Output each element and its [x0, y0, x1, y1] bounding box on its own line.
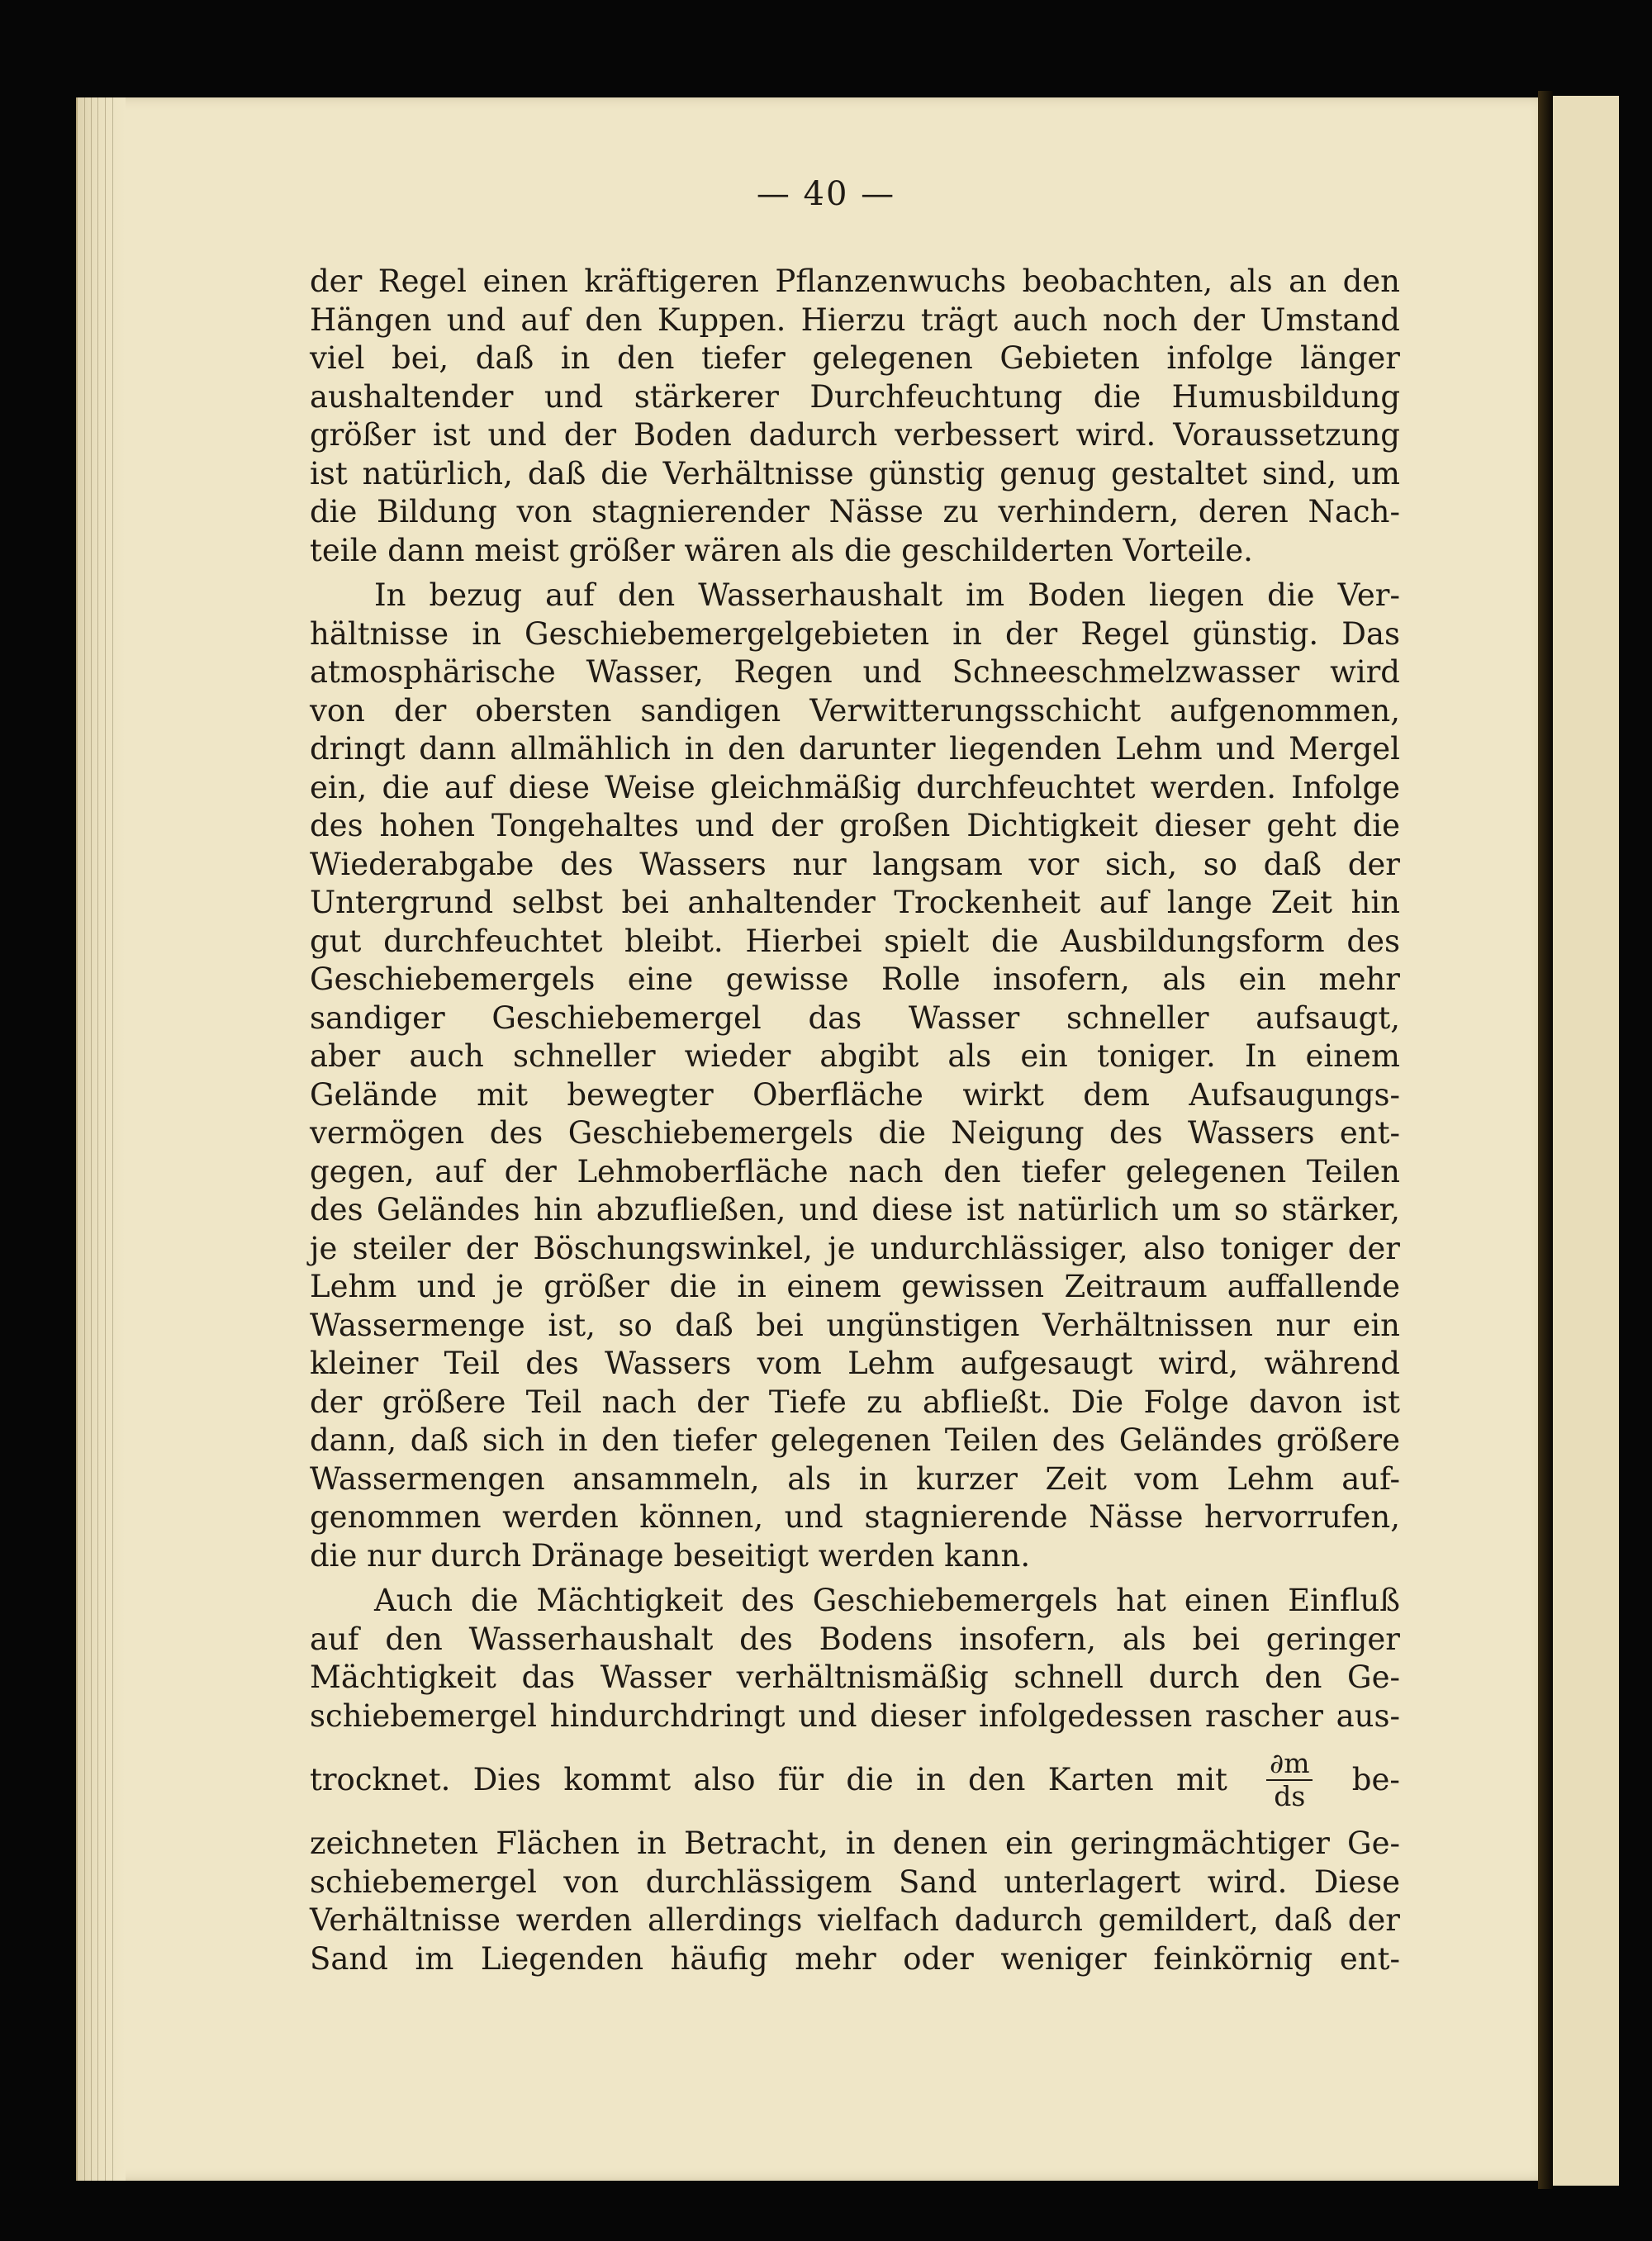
text-line: atmosphärische Wasser, Regen und Schneeschmelzwasser wird	[310, 654, 1400, 690]
page-stack-edge	[76, 97, 126, 2181]
word: mit	[1176, 1761, 1227, 1797]
text-line: zeichneten Flächen in Betracht, in denen ein geringmächtiger Ge-	[310, 1826, 1400, 1861]
text-line: dann, daß sich in den tiefer gelegenen Teilen des Geländes größere	[310, 1422, 1400, 1458]
text-line: Hängen und auf den Kuppen. Hierzu trägt auch noch der Umstand	[310, 301, 1400, 338]
text-line: Wassermenge ist, so daß bei ungünstigen Verhältnissen nur ein	[310, 1307, 1400, 1343]
text-line: Geschiebemergels eine gewisse Rolle insofern, als ein mehr	[310, 961, 1400, 997]
text-line: hältnisse in Geschiebemergelgebieten in der Regel günstig. Das	[310, 615, 1400, 652]
text-line: kleiner Teil des Wassers vom Lehm aufgesaugt wird, während	[310, 1346, 1400, 1381]
fraction-denominator: ds	[1274, 1780, 1306, 1812]
text-line: ist natürlich, daß die Verhältnisse günstig genug gestaltet sind, um	[310, 455, 1400, 491]
text-line: Verhältnisse werden allerdings vielfach dadurch gemildert, daß der	[310, 1902, 1400, 1938]
text-line: teile dann meist größer wären als die geschilderten Vorteile.	[310, 532, 1253, 568]
text-line: gegen, auf der Lehmoberfläche nach den tiefer gelegenen Teilen	[310, 1153, 1400, 1189]
word: kommt	[563, 1761, 672, 1797]
text-line: viel bei, daß in den tiefer gelegenen Gebieten infolge länger	[310, 340, 1400, 376]
text-line: Gelände mit bewegter Oberfläche wirkt dem Aufsaugungs-	[310, 1076, 1400, 1113]
text-line: schiebemergel von durchlässigem Sand unterlagert wird. Diese	[310, 1864, 1400, 1900]
text-line: je steiler der Böschungswinkel, je undurchlässiger, also toniger der	[310, 1230, 1400, 1266]
paragraph-2	[310, 577, 1400, 1575]
text-line: dringt dann allmählich in den darunter liegenden Lehm und Mergel	[310, 731, 1400, 767]
paragraph-3	[310, 1582, 1400, 1978]
text-line: Sand im Liegenden häufig mehr oder weniger feinkörnig ent-	[310, 1940, 1400, 1977]
text-line: ein, die auf diese Weise gleichmäßig durchfeuchtet werden. Infolge	[310, 769, 1400, 805]
text-line: aushaltender und stärkerer Durchfeuchtung die Humusbildung	[310, 378, 1400, 415]
text-line: schiebemergel hindurchdringt und dieser infolgedessen rascher aus-	[310, 1697, 1400, 1734]
fraction	[1266, 1747, 1313, 1812]
word: also	[693, 1761, 756, 1797]
word: Karten	[1047, 1761, 1154, 1797]
word: Dies	[472, 1761, 542, 1797]
text-line: sandiger Geschiebemergel das Wasser schneller aufsaugt,	[310, 999, 1400, 1036]
text-line: Wiederabgabe des Wassers nur langsam vor sich, so daß der	[310, 846, 1400, 882]
word: die	[846, 1761, 894, 1797]
text-line: die Bildung von stagnierender Nässe zu verhindern, deren Nach-	[310, 494, 1400, 529]
word: für	[777, 1761, 824, 1797]
text-line: der größere Teil nach der Tiefe zu abfließt. Die Folge davon ist	[310, 1384, 1400, 1420]
text-line: des Geländes hin abzufließen, und diese ist natürlich um so stärker,	[310, 1192, 1400, 1227]
text-line: auf den Wasserhaushalt des Bodens insofern, als bei geringer	[310, 1621, 1400, 1657]
text-line: des hohen Tongehaltes und der großen Dichtigkeit dieser geht die	[310, 808, 1400, 843]
text-line: Untergrund selbst bei anhaltender Trockenheit auf lange Zeit hin	[310, 885, 1400, 920]
text-line: die nur durch Dränage beseitigt werden kann.	[310, 1537, 1031, 1574]
text-line: Mächtigkeit das Wasser verhältnismäßig schnell durch den Ge-	[310, 1659, 1400, 1695]
paragraph-1	[310, 263, 1400, 570]
text-line: vermögen des Geschiebemergels die Neigung des Wassers ent-	[310, 1115, 1400, 1151]
text-line: genommen werden können, und stagnierende Nässe hervorrufen,	[310, 1499, 1400, 1535]
text-line: In bezug auf den Wasserhaushalt im Boden liegen die Ver-	[374, 577, 1400, 613]
formula-line	[310, 1740, 1400, 1820]
text-line: der Regel einen kräftigeren Pflanzenwuchs beobachten, als an den	[310, 264, 1400, 299]
word: trocknet.	[310, 1761, 451, 1797]
fraction-numerator: ∂m	[1266, 1750, 1313, 1781]
text-line: Lehm und je größer die in einem gewissen Zeitraum auffallende	[310, 1269, 1400, 1304]
text-line: aber auch schneller wieder abgibt als ein toniger. In einem	[310, 1038, 1400, 1074]
text-line: von der obersten sandigen Verwitterungsschicht aufgenommen,	[310, 692, 1400, 729]
word: be-	[1351, 1761, 1400, 1797]
body-text	[310, 263, 1400, 1978]
text-line: größer ist und der Boden dadurch verbessert wird. Voraussetzung	[310, 417, 1400, 453]
page-number: — 40 —	[756, 175, 896, 213]
text-line: Auch die Mächtigkeit des Geschiebemergels hat einen Einfluß	[374, 1583, 1400, 1618]
text-line: Wassermengen ansammeln, als in kurzer Zeit vom Lehm auf-	[310, 1460, 1400, 1497]
word: in	[916, 1761, 946, 1797]
text-line: gut durchfeuchtet bleibt. Hierbei spielt die Ausbildungsform des	[310, 923, 1400, 959]
facing-page-edge	[1553, 96, 1619, 2186]
word: den	[968, 1761, 1026, 1797]
book-spine	[1538, 91, 1553, 2189]
